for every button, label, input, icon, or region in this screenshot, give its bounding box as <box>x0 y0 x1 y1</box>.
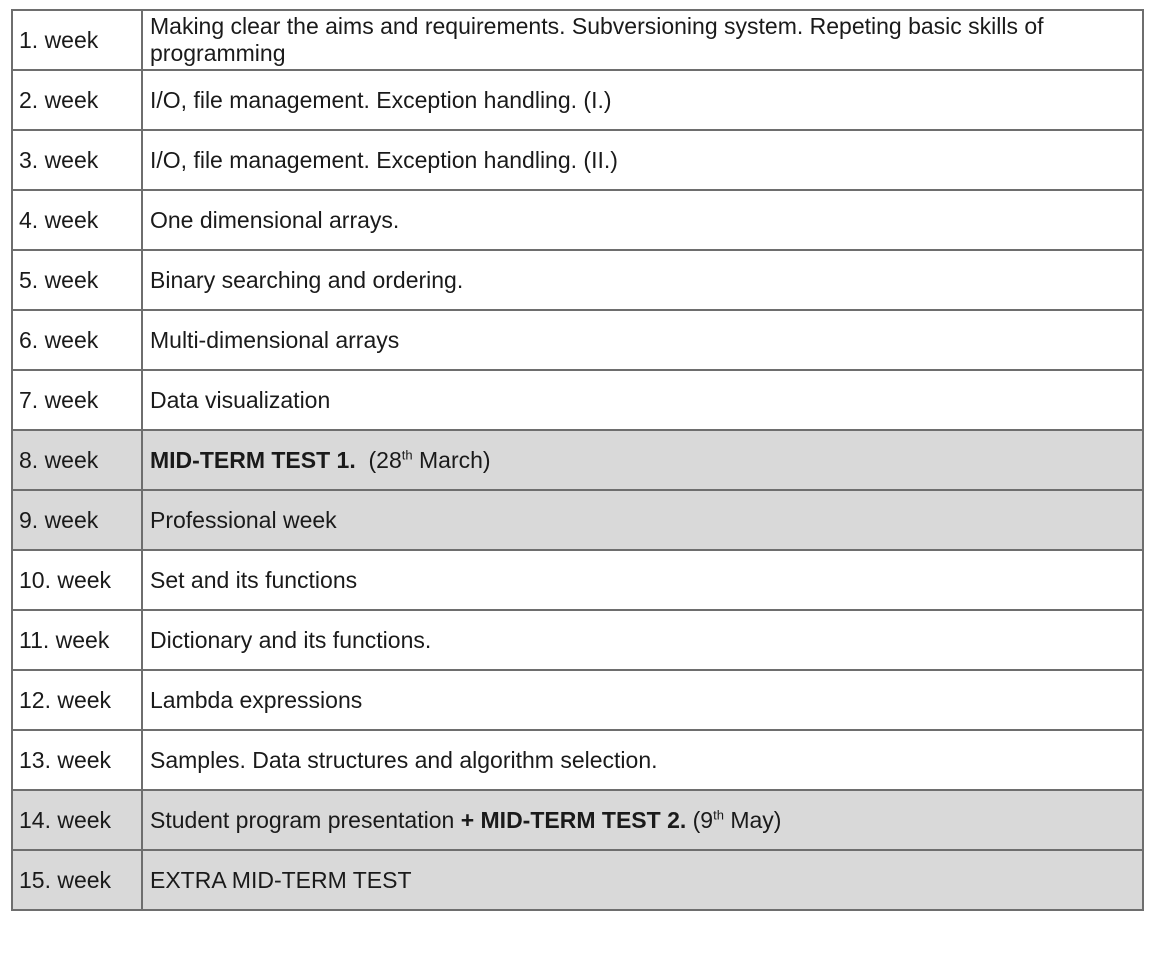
topic-cell: Making clear the aims and requirements. Subversioning system. Repeting basic skills of programming <box>142 10 1143 70</box>
table-row <box>12 70 1143 130</box>
table-row <box>12 370 1143 430</box>
topic-cell: Samples. Data structures and algorithm selection. <box>142 730 1143 790</box>
table-row <box>12 10 1143 70</box>
week-cell: 6. week <box>12 310 142 370</box>
table-row-highlighted <box>12 430 1143 490</box>
topic-cell: EXTRA MID-TERM TEST <box>142 850 1143 910</box>
test-date-suffix: th <box>401 446 413 462</box>
week-cell: 1. week <box>12 10 142 70</box>
course-schedule-table <box>11 9 1144 911</box>
topic-cell: Lambda expressions <box>142 670 1143 730</box>
topic-cell: Professional week <box>142 490 1143 550</box>
table-row-highlighted <box>12 490 1143 550</box>
week-cell: 10. week <box>12 550 142 610</box>
table-row <box>12 550 1143 610</box>
topic-cell: I/O, file management. Exception handling. (I.) <box>142 70 1143 130</box>
week-cell: 13. week <box>12 730 142 790</box>
test-date-close: March) <box>412 446 491 473</box>
table-row-highlighted <box>12 790 1143 850</box>
table-row <box>12 250 1143 310</box>
topic-cell: Multi-dimensional arrays <box>142 310 1143 370</box>
presentation-text: Student program presentation <box>150 806 461 833</box>
week-cell: 14. week <box>12 790 142 850</box>
topic-cell <box>142 430 1143 490</box>
week-cell: 7. week <box>12 370 142 430</box>
week-cell: 8. week <box>12 430 142 490</box>
test-date-close: May) <box>723 806 782 833</box>
week-cell: 3. week <box>12 130 142 190</box>
week-cell: 9. week <box>12 490 142 550</box>
test-date-open: (9 <box>686 806 714 833</box>
topic-cell: Set and its functions <box>142 550 1143 610</box>
table-row <box>12 730 1143 790</box>
test-title: MID-TERM TEST 1. <box>150 446 356 473</box>
week-cell: 4. week <box>12 190 142 250</box>
topic-cell: Data visualization <box>142 370 1143 430</box>
week-cell: 5. week <box>12 250 142 310</box>
table-row <box>12 190 1143 250</box>
table-row <box>12 670 1143 730</box>
topic-cell: I/O, file management. Exception handling. (II.) <box>142 130 1143 190</box>
week-cell: 11. week <box>12 610 142 670</box>
week-cell: 15. week <box>12 850 142 910</box>
table-row-highlighted <box>12 850 1143 910</box>
week-cell: 12. week <box>12 670 142 730</box>
table-row <box>12 130 1143 190</box>
test-title: + MID-TERM TEST 2. <box>460 806 687 833</box>
topic-cell: Dictionary and its functions. <box>142 610 1143 670</box>
topic-cell <box>142 790 1143 850</box>
week-cell: 2. week <box>12 70 142 130</box>
test-date-suffix: th <box>713 806 724 822</box>
topic-cell: Binary searching and ordering. <box>142 250 1143 310</box>
table-row <box>12 310 1143 370</box>
topic-cell: One dimensional arrays. <box>142 190 1143 250</box>
table-row <box>12 610 1143 670</box>
test-date-open: (28 <box>368 446 402 473</box>
